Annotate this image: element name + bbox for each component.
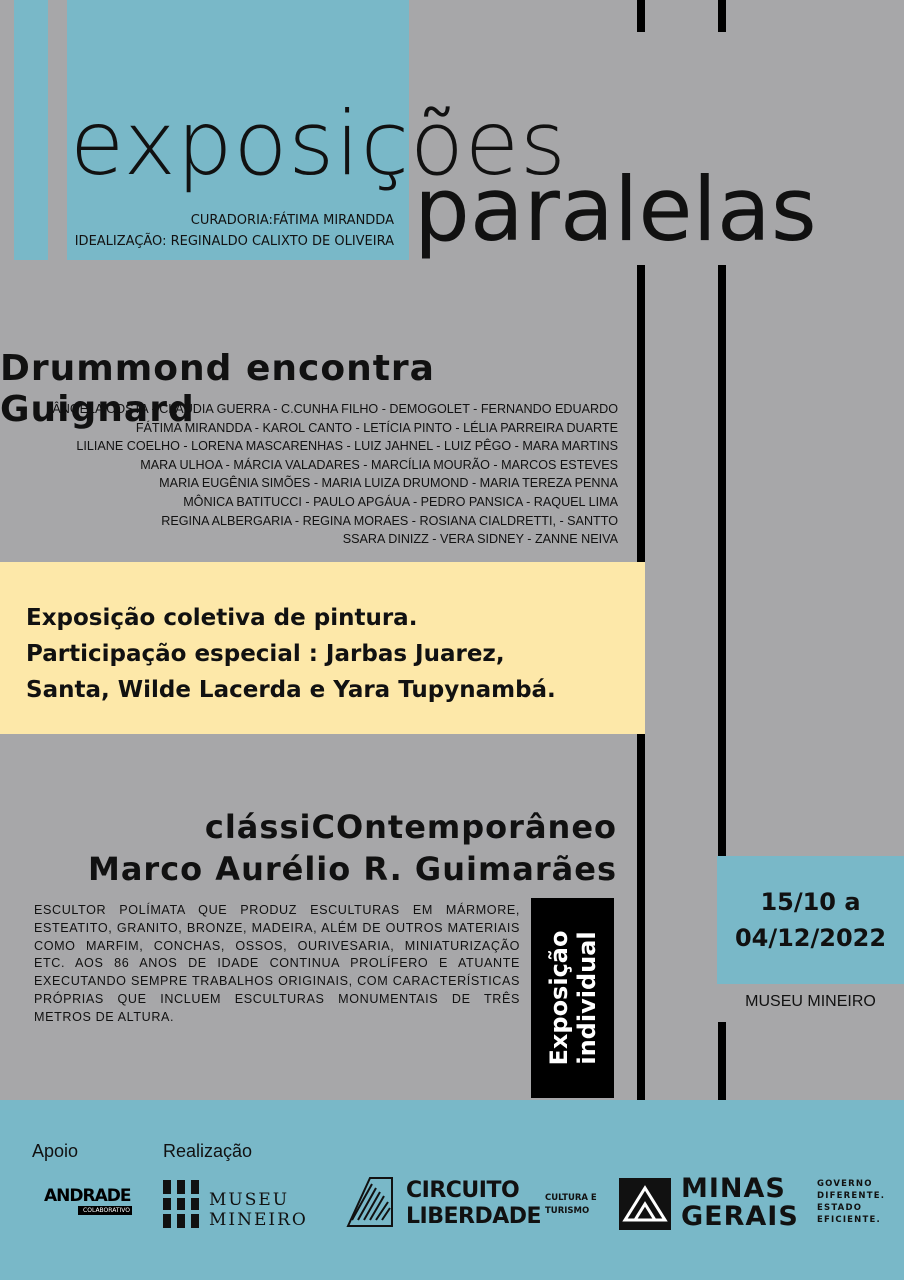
museu-bars-icon xyxy=(163,1180,199,1228)
minas-gerais-text xyxy=(681,1175,799,1231)
andrade-logo-text: ANDRADE xyxy=(44,1186,131,1206)
artist-line: ÂNGELA COSTA - CLÁUDIA GUERRA - C.CUNHA FILHO - DEMOGOLET - FERNANDO EDUARDO xyxy=(52,402,618,416)
gov-line4: EFICIENTE. xyxy=(817,1215,881,1225)
andrade-logo xyxy=(44,1186,130,1215)
gov-line2: DIFERENTE. xyxy=(817,1191,886,1201)
vline-left-top xyxy=(637,0,645,32)
governo-tagline xyxy=(817,1178,885,1226)
artist-line: SSARA DINIZZ - VERA SIDNEY - ZANNE NEIVA xyxy=(342,532,618,547)
circuito-leaf-icon xyxy=(344,1174,396,1230)
date-text xyxy=(717,884,904,956)
blue-strip-left xyxy=(14,0,48,260)
highlight-text xyxy=(26,600,556,708)
date-end: 04/12/2022 xyxy=(734,924,887,952)
minas-line2: GERAIS xyxy=(681,1201,799,1232)
museu-line1: MUSEU xyxy=(209,1190,290,1210)
curadoria: CURADORIA:FÁTIMA MIRANDDA xyxy=(190,213,394,228)
artist-line: MARA ULHOA - MÁRCIA VALADARES - MARCÍLIA MOURÃO - MARCOS ESTEVES xyxy=(140,457,618,472)
title-line2: paralelas xyxy=(414,158,817,261)
cultura-line1: CULTURA E xyxy=(545,1193,597,1203)
classico-title: clássiCOntemporâneo xyxy=(204,808,617,846)
cultura-line2: TURISMO xyxy=(545,1206,590,1216)
title-line1: exposições xyxy=(70,92,567,195)
museu-line2: MINEIRO xyxy=(209,1210,308,1230)
gov-line3: ESTADO xyxy=(817,1203,863,1213)
circuito-line1: CIRCUITO xyxy=(406,1178,520,1203)
minas-line1: MINAS xyxy=(681,1173,786,1204)
exposicao-individual-label xyxy=(531,898,614,1098)
vertical-line2: individual xyxy=(572,931,601,1065)
highlight-line: Exposição coletiva de pintura. xyxy=(26,605,418,631)
minas-gerais-mountain-icon xyxy=(619,1178,671,1230)
cultura-turismo xyxy=(545,1192,597,1218)
artist-line: LILIANE COELHO - LORENA MASCARENHAS - LUIZ JAHNEL - LUIZ PÊGO - MARA MARTINS xyxy=(76,439,618,454)
artist-line: MARIA EUGÊNIA SIMÕES - MARIA LUIZA DRUMOND - MARIA TEREZA PENNA xyxy=(159,476,618,491)
artist-line: MÔNICA BATITUCCI - PAULO APGÁUA - PEDRO PANSICA - RAQUEL LIMA xyxy=(183,494,618,509)
drummond-title: Drummond encontra Guignard xyxy=(0,348,435,430)
date-start: 15/10 a xyxy=(760,888,861,916)
apoio-label: Apoio xyxy=(32,1141,79,1161)
vline-right-lower xyxy=(718,1022,726,1100)
vline-right-upper xyxy=(718,265,726,856)
gov-line1: GOVERNO xyxy=(817,1179,873,1189)
classico-description: ESCULTOR POLÍMATA QUE PRODUZ ESCULTURAS EM MÁRMORE, ESTEATITO, GRANITO, BRONZE, MADEIRA, ALÉM DE OUTROS MATERIAIS COMO MARFIM, CONCHAS, OSSOS, OURIVESARIA, MINIATURIZAÇÃO ETC. AOS 86 ANOS DE IDADE CONTINUA PROLÍFERO E ATUANTE EXECUTANDO SEMPRE TRABALHOS ORIGINAIS, COM CARACTERÍSTICAS PRÓPRIAS QUE INCLUEM ESCULTURAS MONUMENTAIS DE TRÊS METROS DE ALTURA. xyxy=(34,903,520,1024)
circuito-logo-text xyxy=(406,1178,541,1230)
vertical-line1: Exposição xyxy=(544,930,573,1066)
realizacao-label: Realização xyxy=(163,1141,253,1161)
circuito-line2: LIBERDADE xyxy=(406,1204,542,1229)
idealizacao: IDEALIZAÇÃO: REGINALDO CALIXTO DE OLIVEIRA xyxy=(74,234,394,249)
artist-line: FÁTIMA MIRANDDA - KAROL CANTO - LETÍCIA PINTO - LÉLIA PARREIRA DUARTE xyxy=(135,420,618,435)
highlight-line: Santa, Wilde Lacerda e Yara Tupynambá. xyxy=(26,677,556,703)
vline-right-top xyxy=(718,0,726,32)
venue: MUSEU MINEIRO xyxy=(745,993,876,1010)
andrade-logo-sub: COLABORATIVO xyxy=(78,1206,132,1215)
artist-list xyxy=(52,400,618,549)
artist-line: REGINA ALBERGARIA - REGINA MORAES - ROSIANA CIALDRETTI, - SANTTO xyxy=(161,513,618,528)
highlight-line: Participação especial : Jarbas Juarez, xyxy=(26,641,505,667)
classico-artist: Marco Aurélio R. Guimarães xyxy=(87,850,617,888)
